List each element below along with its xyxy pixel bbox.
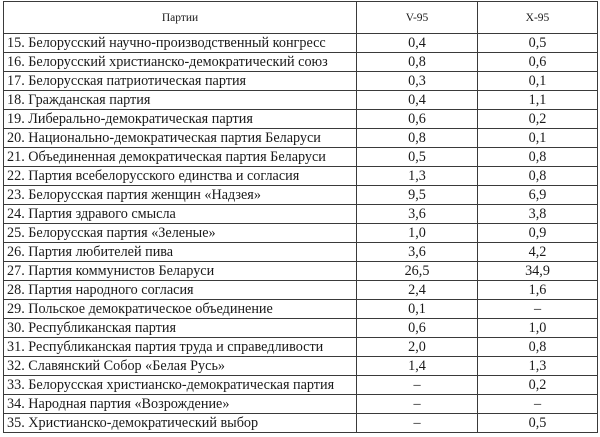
table-row [4, 224, 598, 243]
table-row [4, 186, 598, 205]
x95-value-cell: 0,6 [478, 53, 598, 72]
header-row [4, 2, 598, 34]
x95-value-cell: 6,9 [478, 186, 598, 205]
v95-value-cell: 0,4 [357, 91, 478, 110]
v95-value-cell: 1,0 [357, 224, 478, 243]
party-name-cell: 23. Белорусская партия женщин «Надзея» [4, 186, 357, 205]
v95-value-cell: 0,5 [357, 148, 478, 167]
x95-value-cell: 0,8 [478, 167, 598, 186]
party-name-cell: 26. Партия любителей пива [4, 243, 357, 262]
party-name-cell: 24. Партия здравого смысла [4, 205, 357, 224]
v95-value-cell: – [357, 376, 478, 395]
table-body [4, 34, 598, 433]
party-name-cell: 19. Либерально-демократическая партия [4, 110, 357, 129]
x95-value-cell: 0,5 [478, 34, 598, 53]
party-name-cell: 15. Белорусский научно-производственный конгресс [4, 34, 357, 53]
v95-value-cell: 0,4 [357, 34, 478, 53]
table-row [4, 34, 598, 53]
x95-value-cell: 0,8 [478, 148, 598, 167]
table-row [4, 262, 598, 281]
table-row [4, 395, 598, 414]
party-name-cell: 25. Белорусская партия «Зеленые» [4, 224, 357, 243]
v95-value-cell: – [357, 414, 478, 433]
table-row [4, 110, 598, 129]
x95-value-cell: – [478, 300, 598, 319]
table-row [4, 281, 598, 300]
v95-value-cell: 2,0 [357, 338, 478, 357]
x95-value-cell: 0,2 [478, 376, 598, 395]
table-row [4, 53, 598, 72]
x95-value-cell: 1,1 [478, 91, 598, 110]
x95-value-cell: 4,2 [478, 243, 598, 262]
v95-value-cell: 2,4 [357, 281, 478, 300]
v95-value-cell: 0,1 [357, 300, 478, 319]
table-header [4, 2, 598, 34]
table-row [4, 357, 598, 376]
party-name-cell: 31. Республиканская партия труда и справедливости [4, 338, 357, 357]
table-row [4, 148, 598, 167]
table-row [4, 338, 598, 357]
x95-value-cell: 0,8 [478, 338, 598, 357]
party-name-cell: 21. Объединенная демократическая партия Беларуси [4, 148, 357, 167]
parties-table [3, 1, 598, 433]
party-name-cell: 32. Славянский Собор «Белая Русь» [4, 357, 357, 376]
table-row [4, 167, 598, 186]
v95-value-cell: 0,3 [357, 72, 478, 91]
header-party: Партии [4, 2, 357, 34]
table-row [4, 91, 598, 110]
v95-value-cell: 3,6 [357, 205, 478, 224]
x95-value-cell: 0,9 [478, 224, 598, 243]
x95-value-cell: 3,8 [478, 205, 598, 224]
v95-value-cell: 26,5 [357, 262, 478, 281]
party-name-cell: 28. Партия народного согласия [4, 281, 357, 300]
x95-value-cell: 34,9 [478, 262, 598, 281]
party-name-cell: 34. Народная партия «Возрождение» [4, 395, 357, 414]
party-name-cell: 17. Белорусская патриотическая партия [4, 72, 357, 91]
v95-value-cell: 9,5 [357, 186, 478, 205]
v95-value-cell: 0,8 [357, 53, 478, 72]
table-row [4, 129, 598, 148]
x95-value-cell: 0,1 [478, 72, 598, 91]
v95-value-cell: 3,6 [357, 243, 478, 262]
party-name-cell: 35. Христианско-демократический выбор [4, 414, 357, 433]
table-row [4, 319, 598, 338]
party-name-cell: 18. Гражданская партия [4, 91, 357, 110]
v95-value-cell: – [357, 395, 478, 414]
v95-value-cell: 1,4 [357, 357, 478, 376]
table-row [4, 414, 598, 433]
party-name-cell: 27. Партия коммунистов Беларуси [4, 262, 357, 281]
table-row [4, 72, 598, 91]
v95-value-cell: 0,6 [357, 110, 478, 129]
header-x95: X-95 [478, 2, 598, 34]
party-name-cell: 29. Польское демократическое объединение [4, 300, 357, 319]
x95-value-cell: 1,6 [478, 281, 598, 300]
x95-value-cell: – [478, 395, 598, 414]
v95-value-cell: 0,8 [357, 129, 478, 148]
party-name-cell: 16. Белорусский христианско-демократический союз [4, 53, 357, 72]
party-name-cell: 20. Национально-демократическая партия Беларуси [4, 129, 357, 148]
v95-value-cell: 0,6 [357, 319, 478, 338]
x95-value-cell: 0,2 [478, 110, 598, 129]
table-row [4, 300, 598, 319]
header-v95: V-95 [357, 2, 478, 34]
x95-value-cell: 1,0 [478, 319, 598, 338]
party-name-cell: 33. Белорусская христианско-демократическая партия [4, 376, 357, 395]
party-name-cell: 22. Партия всебелорусского единства и согласия [4, 167, 357, 186]
x95-value-cell: 0,1 [478, 129, 598, 148]
table-row [4, 376, 598, 395]
table-row [4, 243, 598, 262]
v95-value-cell: 1,3 [357, 167, 478, 186]
x95-value-cell: 0,5 [478, 414, 598, 433]
party-name-cell: 30. Республиканская партия [4, 319, 357, 338]
x95-value-cell: 1,3 [478, 357, 598, 376]
table-row [4, 205, 598, 224]
